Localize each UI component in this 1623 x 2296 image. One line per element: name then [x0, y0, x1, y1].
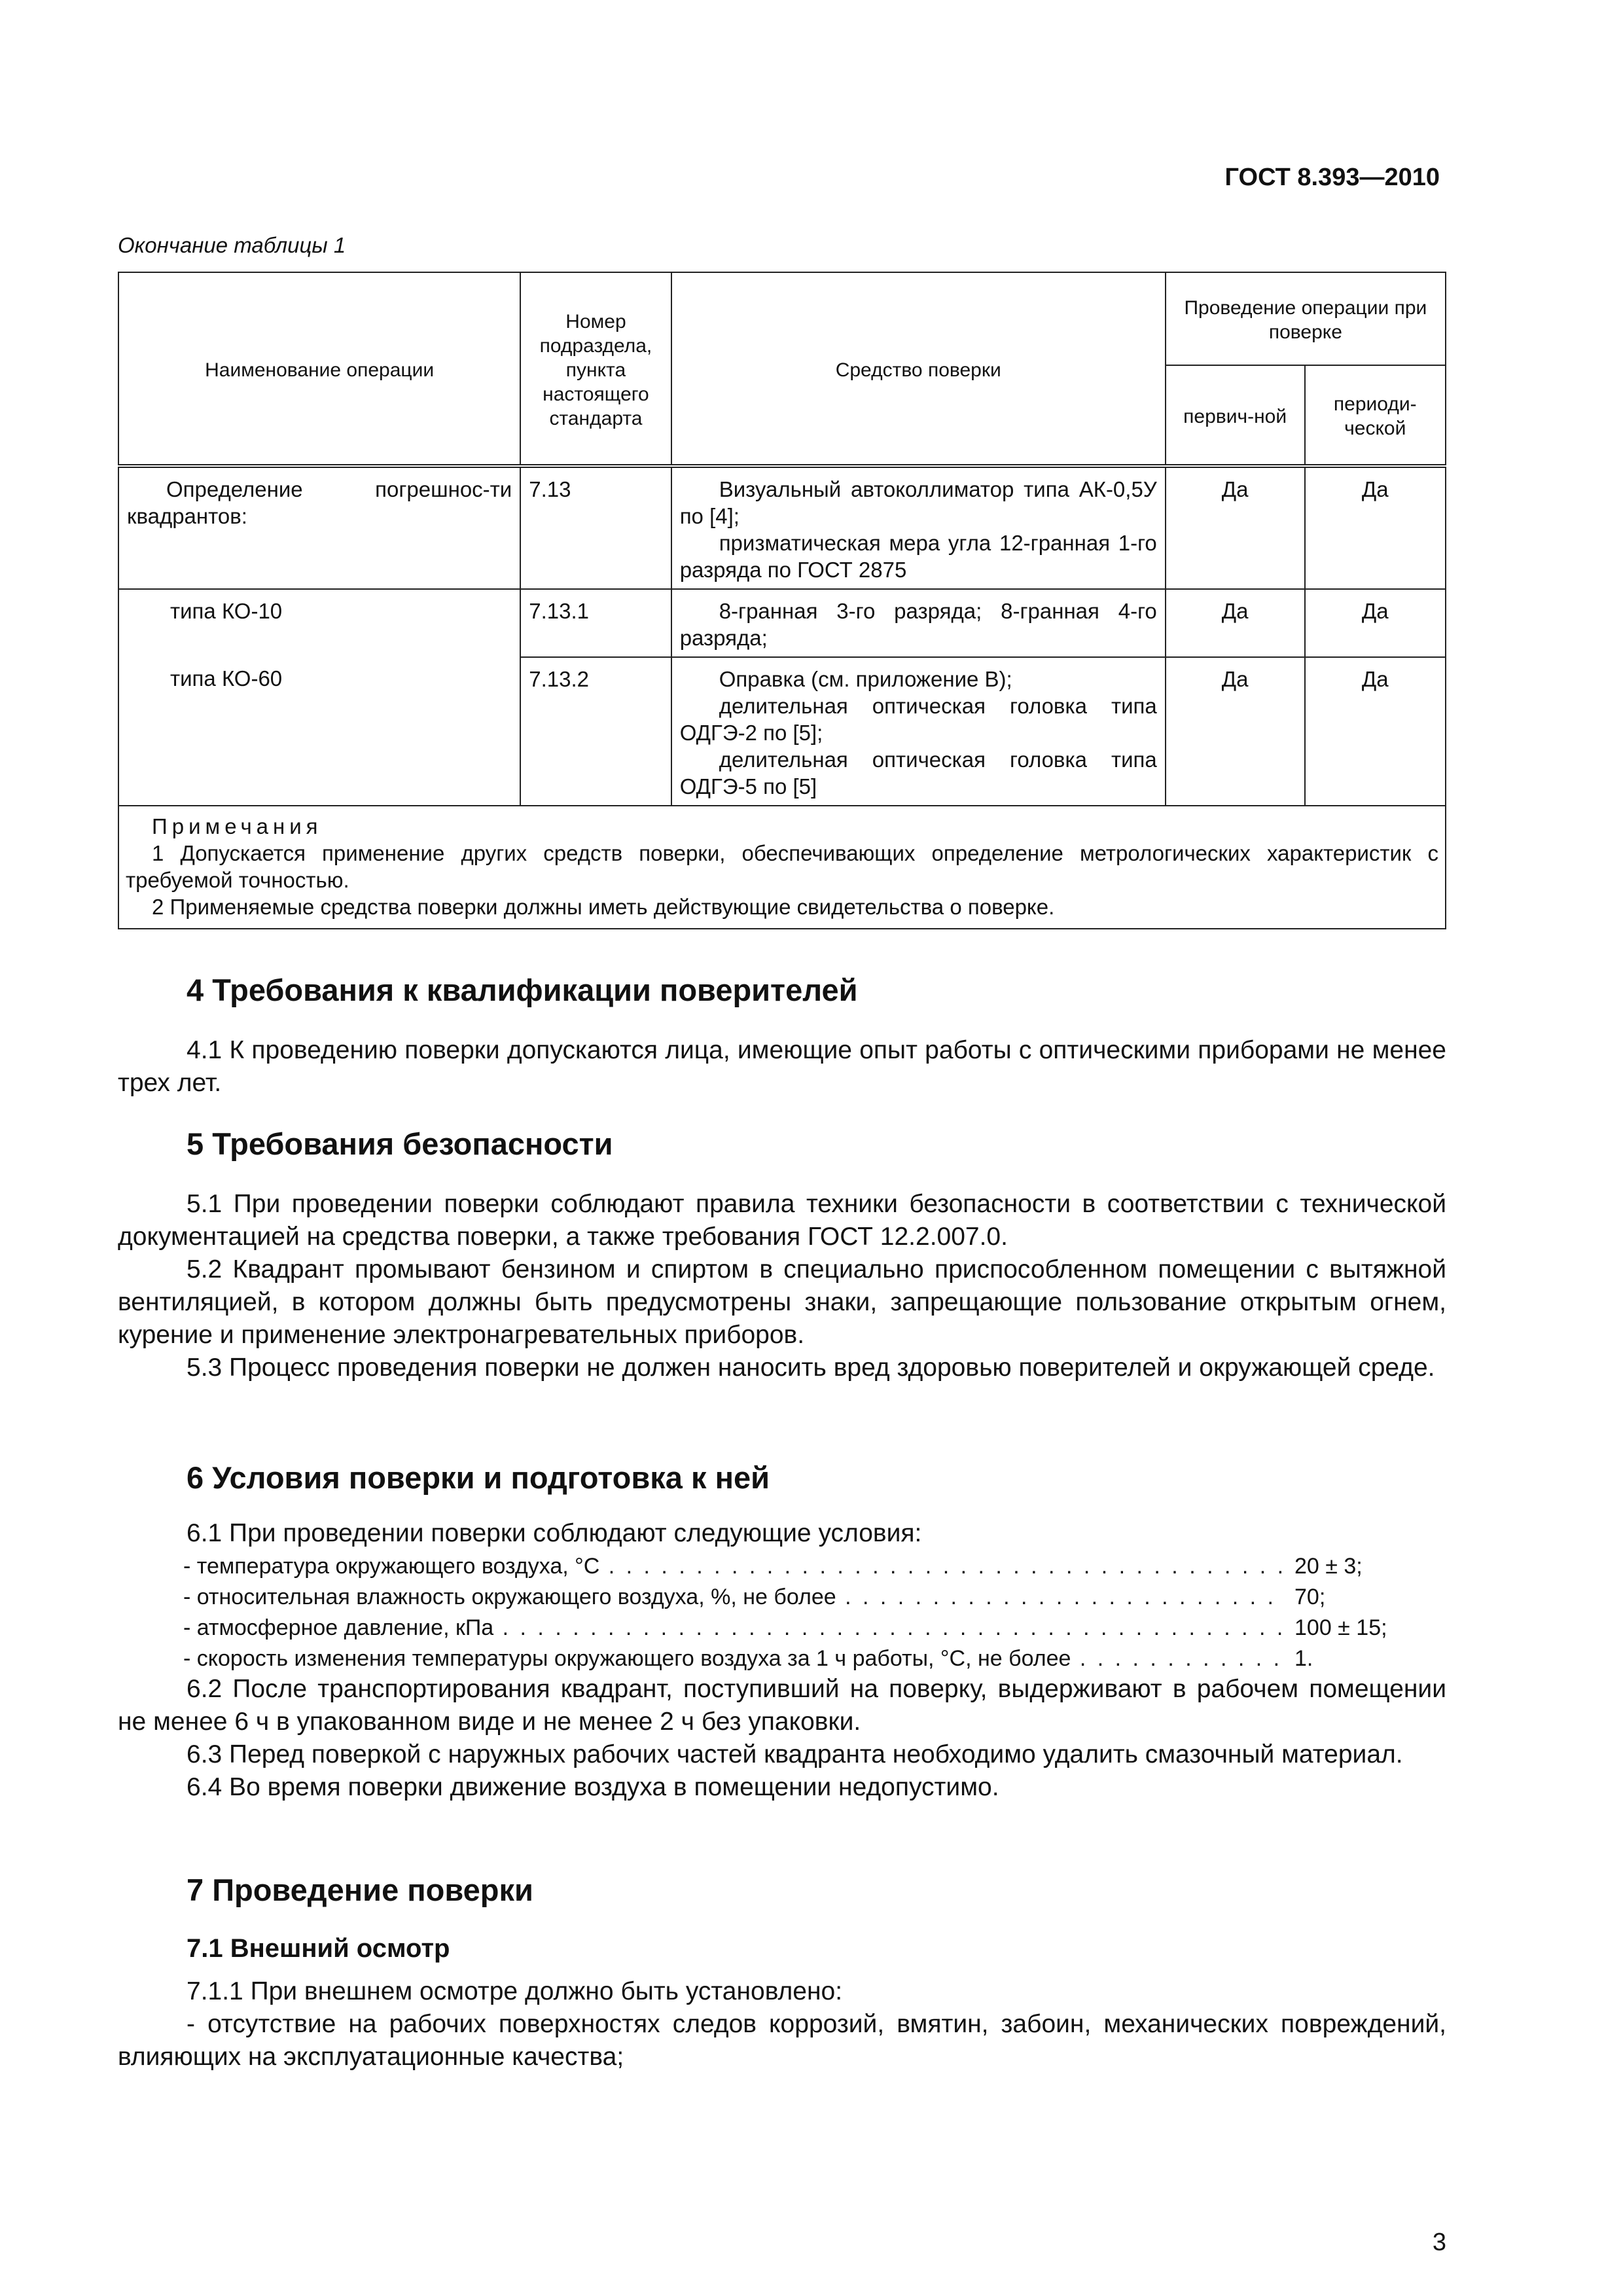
row-section: 7.13.1 [520, 589, 671, 657]
row-periodic: Да [1305, 657, 1446, 806]
tool-line: Оправка (см. приложение В); [719, 667, 1012, 691]
row-section: 7.13.2 [520, 657, 671, 806]
section-6-body [118, 1673, 1446, 1804]
section-5-title: 5 Требования безопасности [187, 1126, 613, 1161]
section-7-title: 7 Проведение поверки [187, 1873, 533, 1907]
paragraph: 5.3 Процесс проведения поверки не должен наносить вред здоровью поверителей и окружающей среде. [187, 1354, 1435, 1382]
condition-label: - температура окружающего воздуха, °С . . . [183, 1551, 1283, 1582]
row-operation: типа КО-60 [118, 657, 520, 806]
condition-value: 20 ± 3; [1294, 1554, 1363, 1579]
row-tool [671, 589, 1166, 657]
condition-label: - относительная влажность окружающего воздуха, %, не более . . . [183, 1582, 1283, 1613]
table-row [118, 589, 1446, 657]
row-tool [671, 657, 1166, 806]
paragraph: 5.1 При проведении поверки соблюдают правила техники безопасности в соответствии с технической документацией на средства поверки, а также требования ГОСТ 12.2.007.0. [118, 1190, 1446, 1251]
standard-header: ГОСТ 8.393—2010 [1224, 164, 1440, 191]
header-operation: Наименование операции [118, 272, 520, 466]
note-item: 2 Применяемые средства поверки должны иметь действующие свидетельства о поверке. [152, 895, 1055, 919]
conditions-list [183, 1551, 1387, 1674]
tool-line: делительная оптическая головка типа ОДГЭ-5 по [5] [679, 747, 1157, 798]
row-primary: Да [1166, 657, 1305, 806]
condition-item [183, 1643, 1387, 1674]
note-item: 1 Допускается применение других средств поверки, обеспечивающих определение метрологических характеристик с требуемой точностью. [126, 841, 1438, 892]
header-conduct: Проведение операции при поверке [1166, 272, 1446, 365]
section-6-intro [118, 1517, 1446, 1550]
paragraph: 6.4 Во время поверки движение воздуха в помещении недопустимо. [187, 1773, 999, 1801]
header-periodic: периоди-ческой [1305, 365, 1446, 466]
paragraph: - отсутствие на рабочих поверхностях следов коррозий, вмятин, забоин, механических повреждений, влияющих на эксплуатационные качества; [118, 2010, 1446, 2071]
header-tool: Средство поверки [671, 272, 1166, 466]
paragraph: 6.3 Перед поверкой с наружных рабочих частей квадранта необходимо удалить смазочный материал. [187, 1740, 1403, 1768]
section-6-title: 6 Условия поверки и подготовка к ней [187, 1460, 770, 1495]
subsection-7-1-title: 7.1 Внешний осмотр [187, 1934, 450, 1963]
condition-item [183, 1613, 1387, 1643]
table-notes [118, 806, 1446, 929]
paragraph: 4.1 К проведению поверки допускаются лица, имеющие опыт работы с оптическими приборами не менее трех лет. [118, 1036, 1446, 1097]
row-operation: Определение погрешнос-ти квадрантов: [118, 466, 520, 589]
table-caption: Окончание таблицы 1 [118, 233, 346, 257]
condition-item [183, 1551, 1387, 1582]
tool-line: 8-гранная 3-го разряда; 8-гранная 4-го разряда; [679, 599, 1157, 650]
condition-item [183, 1582, 1387, 1613]
section-4-body [118, 1034, 1446, 1100]
row-primary: Да [1166, 466, 1305, 589]
row-periodic: Да [1305, 466, 1446, 589]
condition-label: - атмосферное давление, кПа . . . [183, 1613, 1283, 1643]
paragraph: 6.2 После транспортирования квадрант, поступивший на поверку, выдерживают в рабочем помещении не менее 6 ч в упакованном виде и не менее 2 ч без упаковки. [118, 1675, 1446, 1736]
verification-table [118, 272, 1446, 929]
row-tool [671, 466, 1166, 589]
page-number: 3 [1432, 2229, 1446, 2256]
tool-line: Визуальный автоколлиматор типа АК-0,5У по [4]; [679, 477, 1157, 528]
tool-line: призматическая мера угла 12-гранная 1-го разряда по ГОСТ 2875 [679, 531, 1157, 582]
section-5-body [118, 1188, 1446, 1384]
paragraph: 7.1.1 При внешнем осмотре должно быть установлено: [187, 1977, 843, 2005]
table-row [118, 466, 1446, 589]
condition-value: 100 ± 15; [1294, 1615, 1387, 1640]
header-section: Номер подраздела, пункта настоящего стандарта [520, 272, 671, 466]
condition-value: 70; [1294, 1585, 1326, 1609]
header-primary: первич-ной [1166, 365, 1305, 466]
table-header-row [118, 272, 1446, 365]
row-primary: Да [1166, 589, 1305, 657]
table-notes-row [118, 806, 1446, 929]
condition-label: - скорость изменения температуры окружающего воздуха за 1 ч работы, °С, не более . . . [183, 1643, 1283, 1674]
paragraph: 6.1 При проведении поверки соблюдают следующие условия: [187, 1519, 922, 1547]
condition-value: 1. [1294, 1646, 1313, 1671]
row-operation: типа КО-10 [118, 589, 520, 657]
section-4-title: 4 Требования к квалификации поверителей [187, 973, 858, 1007]
row-section: 7.13 [520, 466, 671, 589]
table-row [118, 657, 1446, 806]
paragraph: 5.2 Квадрант промывают бензином и спиртом в специально приспособленном помещении с вытяжной вентиляцией, в котором должны быть предусмотрены знаки, запрещающие пользование открытым огнем, курение и применение электронагревательных приборов. [118, 1255, 1446, 1349]
tool-line: делительная оптическая головка типа ОДГЭ-2 по [5]; [679, 694, 1157, 745]
notes-title: Примечания [152, 814, 323, 838]
section-7-body [118, 1975, 1446, 2073]
row-periodic: Да [1305, 589, 1446, 657]
